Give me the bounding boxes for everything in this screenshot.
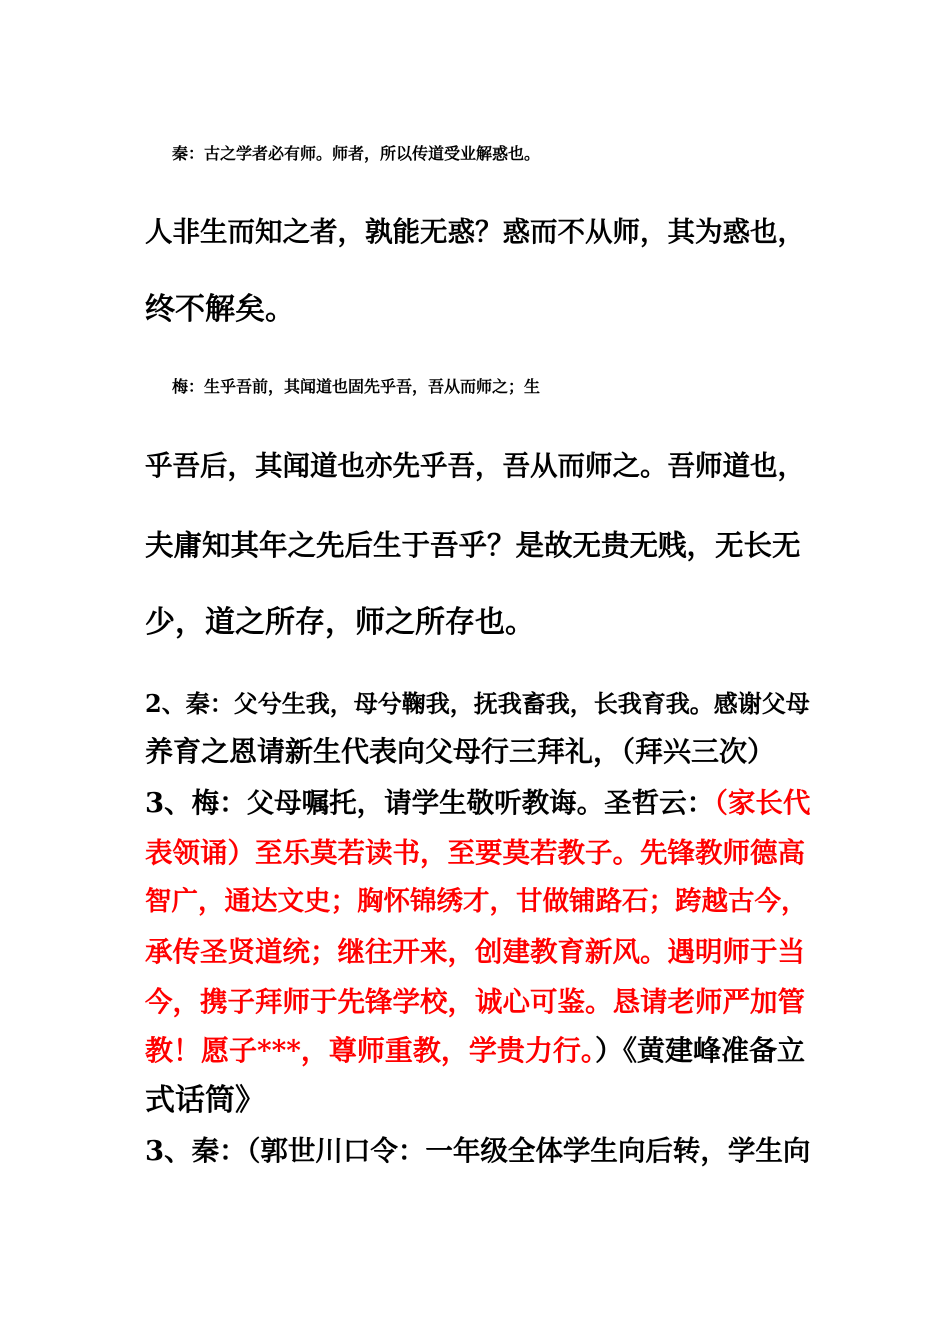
item2-line-2: 养育之恩请新生代表向父母行三拜礼，（拜兴三次） bbox=[145, 735, 776, 768]
item3-qin-line-1: 3、秦：（郭世川口令：一年级全体学生向后转，学生向 bbox=[145, 1135, 811, 1167]
mei-intro-line-4: 少，道之所存，师之所存也。 bbox=[145, 605, 535, 640]
item3-mei-line-6 bbox=[145, 1033, 810, 1069]
mei-intro-line-2: 乎吾后，其闻道也亦先乎吾，吾从而师之。吾师道也， bbox=[145, 450, 805, 482]
item3-mei-line-1 bbox=[145, 785, 810, 821]
item3-mei-line-4: 承传圣贤道统；继往开来，创建教育新风。遇明师于当 bbox=[145, 936, 805, 968]
qin-intro-line-1: 秦：古之学者必有师。师者，所以传道受业解惑也。 bbox=[172, 144, 541, 163]
qin-intro-line-3: 终不解矣。 bbox=[145, 292, 295, 327]
item3-mei-line-3: 智广，通达文史；胸怀锦绣才，甘做铺路石；跨越古今， bbox=[145, 886, 808, 917]
item3-mei-line-6-red: 教！愿子***，尊师重教，学贵力行。 bbox=[145, 1034, 595, 1067]
item3-mei-line-6-black: ）《黄建峰准备立 bbox=[594, 1034, 805, 1067]
item3-mei-line-7: 式话筒》 bbox=[145, 1083, 265, 1118]
item3-mei-line-1-red: （家长代 bbox=[714, 787, 811, 819]
item3-mei-line-1-black: 3、梅：父母嘱托，请学生敬听教诲。圣哲云： bbox=[145, 787, 715, 819]
mei-intro-line-1: 梅：生乎吾前，其闻道也固先乎吾，吾从而师之；生 bbox=[172, 377, 541, 396]
qin-intro-line-2: 人非生而知之者，孰能无惑？惑而不从师，其为惑也， bbox=[145, 216, 805, 248]
mei-intro-line-3: 夫庸知其年之先后生于吾乎？是故无贵无贱，无长无 bbox=[145, 528, 801, 562]
item3-mei-line-5: 今，携子拜师于先锋学校，诚心可鉴。恳请老师严加管 bbox=[145, 986, 805, 1018]
item3-mei-line-2: 表领诵）至乐莫若读书，至要莫若教子。先锋教师德高 bbox=[145, 837, 805, 869]
item2-line-1: 2、秦：父兮生我，母兮鞠我，抚我畜我，长我育我。感谢父母 bbox=[145, 689, 810, 718]
